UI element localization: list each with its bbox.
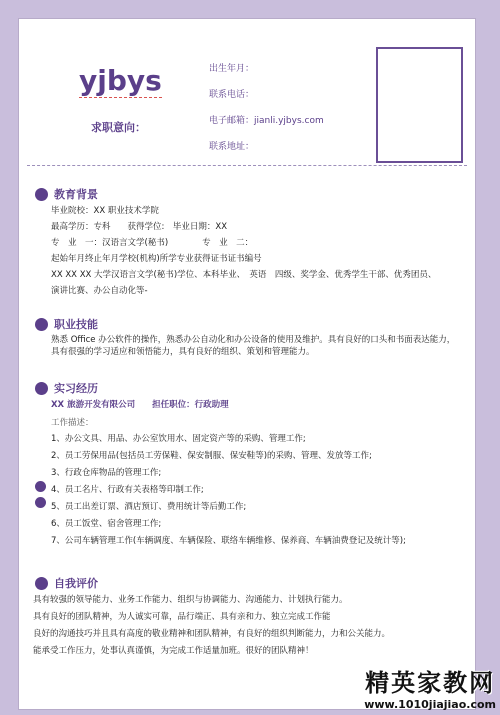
work-item: 4、员工名片、行政有关表格等印制工作; (51, 485, 204, 495)
evaluation-line: 能承受工作压力，处事认真谨慎，为完成工作适量加班。很好的团队精神！ (33, 646, 314, 656)
education-line: 最高学历：专科 获得学位: 毕业日期：XX (51, 222, 228, 232)
job-intent-label: 求职意向： (91, 121, 146, 134)
work-item: 1、办公文具、用品、办公室饮用水、固定资产等的采购、管理工作; (51, 434, 306, 444)
photo-placeholder (376, 47, 463, 163)
work-item: 7、公司车辆管理工作(车辆调度、车辆保险、联络车辆维修、保养商、车辆油费登记及统计等); (51, 536, 406, 546)
header-divider (27, 165, 467, 166)
side-dot-icon (35, 481, 46, 492)
side-dot-icon (35, 497, 46, 508)
watermark (364, 663, 496, 711)
skills-title (35, 316, 98, 332)
work-description-label: 工作描述： (51, 418, 94, 428)
watermark-logo: 精英家教网 (365, 668, 496, 697)
education-line: 演讲比赛、办公自动化等- (51, 286, 148, 296)
birth-date-field: 出生年月： (209, 64, 255, 74)
education-line: 专 业 一：汉语言文学(秘书) 专 业 二： (51, 238, 254, 248)
internship-company: XX 旅游开发有限公司 担任职位：行政助理 (51, 400, 229, 410)
phone-field: 联系电话： (209, 90, 255, 100)
internship-title-text: 实习经历 (54, 382, 98, 395)
education-title-text: 教育背景 (54, 188, 98, 201)
internship-title (35, 380, 98, 396)
evaluation-line: 具有较强的领导能力、业务工作能力、组织与协调能力、沟通能力、计划执行能力。 (33, 595, 348, 605)
resume-name: yjbys (79, 64, 162, 97)
evaluation-title-text: 自我评价 (54, 577, 98, 590)
watermark-url: www.1010jiajiao.com (364, 698, 496, 711)
evaluation-title (35, 575, 98, 591)
bullet-dot-icon (35, 188, 48, 201)
education-line: 起始年月终止年月学校(机构)所学专业获得证书证书编号 (51, 254, 262, 264)
work-item: 6、员工饭堂、宿舍管理工作; (51, 519, 162, 529)
bullet-dot-icon (35, 382, 48, 395)
education-line: 毕业院校：XX 职业技术学院 (51, 206, 159, 216)
work-item: 3、行政仓库物品的管理工作; (51, 468, 162, 478)
address-field: 联系地址： (209, 142, 255, 152)
skills-text: 熟悉 Office 办公软件的操作，熟悉办公自动化和办公设备的使用及维护。具有良好的口头和书面表达能力，具有很强的学习适应和领悟能力，具有良好的组织、策划和管理能力。 (51, 335, 456, 357)
resume-page (18, 18, 476, 710)
evaluation-line: 良好的沟通技巧并且具有高度的敬业精神和团队精神，有良好的组织判断能力，力和公关能力。 (33, 629, 391, 639)
skills-title-text: 职业技能 (54, 318, 98, 331)
evaluation-line: 具有良好的团队精神，为人诚实可靠，品行端正、具有亲和力、独立完成工作能 (33, 612, 331, 622)
bullet-dot-icon (35, 318, 48, 331)
education-title (35, 186, 98, 202)
bullet-dot-icon (35, 577, 48, 590)
education-line: XX XX XX 大学汉语言文学(秘书)学位、本科毕业、 英语 四级、奖学金、优秀学生干部、优秀团员、 (51, 270, 437, 280)
work-item: 2、员工劳保用品(包括员工劳保鞋、保安制服、保安鞋等)的采购、管理、发放等工作; (51, 451, 372, 461)
work-item: 5、员工出差订票、酒店预订、费用统计等后勤工作; (51, 502, 247, 512)
email-field: 电子邮箱：jianli.yjbys.com (209, 116, 324, 126)
